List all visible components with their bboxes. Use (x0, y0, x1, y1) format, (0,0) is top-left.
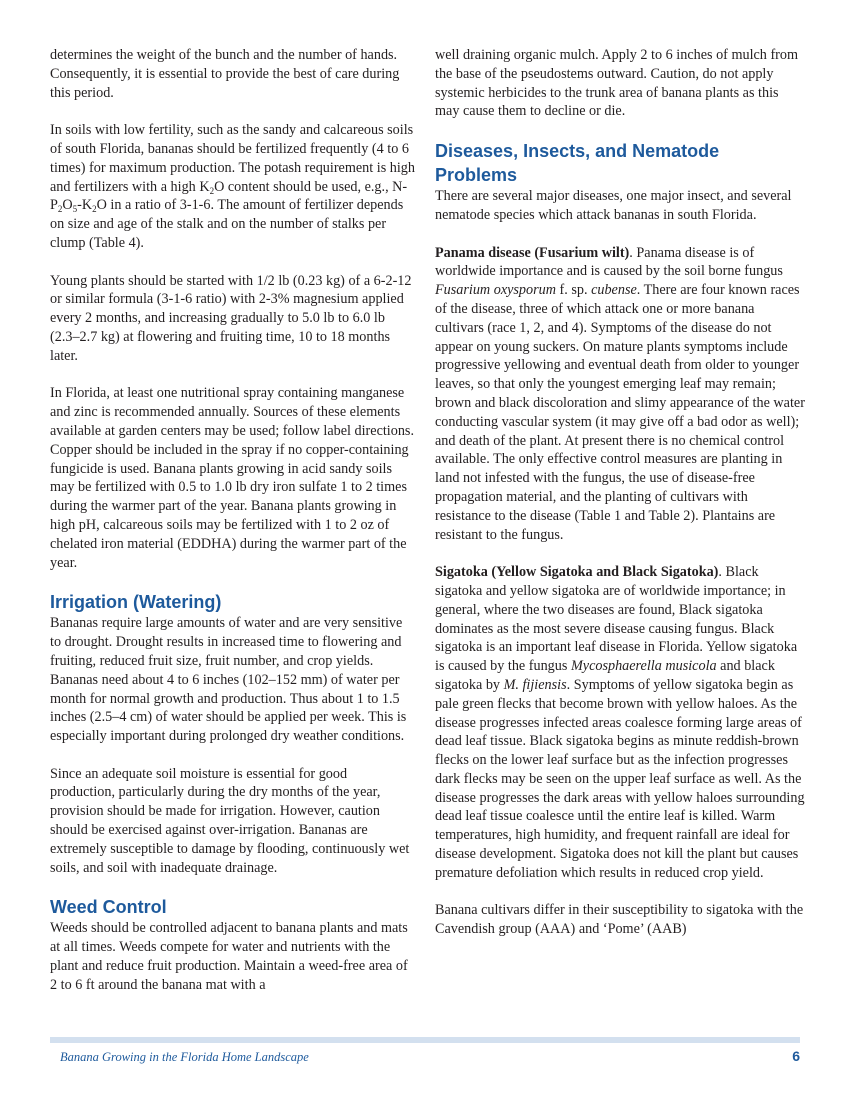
irrigation-heading: Irrigation (Watering) (50, 592, 222, 613)
fertilizer-soils-paragraph (50, 121, 415, 253)
right-column (435, 46, 805, 939)
weed-control-paragraph: Weeds should be controlled adjacent to banana plants and mats at all times. Weeds compete for water and nutrients with the plant and reduce fruit production. Maintain a weed-free area of 2 to 6 ft around the banana mat with a (50, 920, 408, 993)
page-number: 6 (792, 1048, 800, 1064)
fertilizer-continued-paragraph: determines the weight of the bunch and the number of hands. Consequently, it is essential to provide the best of care during this period. (50, 47, 400, 101)
text-span: -K (77, 197, 93, 214)
text-span: f. sp. (555, 282, 592, 299)
irrigation-paragraph: Bananas require large amounts of water and are very sensitive to drought. Drought results in increased time to flowering and fruiting, reduced fruit size, fruit number, and crop yields. Bananas need about 4 to 6 inches (102–152 mm) of water per month for normal growth and production. Thus about 1 to 1.5 inches (2.5–4 cm) of water should be applied per week. This is especially important during prolonged dry weather conditions. (50, 615, 407, 745)
sigatoka-paragraph (435, 563, 805, 883)
text-span: In soils with low fertility, such as the sandy and calcareous soils of south Florida, bananas should be fertilized frequently (4 to 6 times) for maximum production. The potash requirement is high and fertilizers with a high K (50, 122, 415, 195)
panama-disease-paragraph (435, 244, 805, 545)
text-span: . There are four known races of the disease, three of which attack one or more banana cultivars (race 1, 2, and 4). Symptoms of the disease do not appear on young suckers. On mature plants symptoms include progressive yellowing and eventual death from older to younger leaves, so that only the youngest emerging leaf may remain; brown and black discoloration and slimy appearance of the water conducting vascular system (it may give off a bad odor as well); and death of the plant. At present there is no chemical control available. The only effective control measures are planting in land not infested with the fungus, the use of disease-free propagation material, and the planting of cultivars with resistance to the disease (Table 1 and Table 2). Plantains are resistant to the fungus. (435, 282, 805, 543)
young-plants-paragraph: Young plants should be started with 1/2 lb (0.23 kg) of a 6-2-12 or similar formula (3-1-6 ratio) with 2-3% magnesium applied every 2 months, and increasing gradually to 5.0 lb to 6.0 lb (2.3–2.7 kg) at flowering and fruiting time, 10 to 18 months later. (50, 272, 412, 364)
species-name: Mycosphaerella musicola (570, 658, 717, 675)
cultivars-paragraph: Banana cultivars differ in their susceptibility to sigatoka with the Cavendish group (AAA) and ‘Pome’ (AAB) (435, 902, 804, 938)
forma-name: cubense (591, 282, 637, 299)
mulch-paragraph: well draining organic mulch. Apply 2 to 6 inches of mulch from the base of the pseudostems outward. Caution, do not apply systemic herbicides to the trunk area of banana plants as this may cause them to decline or die. (435, 47, 799, 120)
text-span: . Symptoms of yellow sigatoka begin as pale green flecks that become brown with yellow haloes. As the disease progresses infected areas coalesce forming large areas of dead leaf tissue. Black sigatoka begins as minute reddish-brown flecks on the lower leaf surface but as the infection progresses dark flecks may be seen on the upper leaf surface as well. As the disease progresses the dark areas with yellow haloes surrounding dead leaf tissue coalesce until the entire leaf is killed. Warm temperatures, high humidity, and frequent rainfall are ideal for disease development. Sigatoka does not kill the plant but causes premature defoliation which results in reduced crop yield. (435, 676, 805, 881)
text-span: and black sigatoka by (435, 658, 775, 693)
text-span: . Panama disease is of worldwide importance and is caused by the soil borne fungus (435, 244, 783, 280)
subscript: 2 (209, 185, 215, 196)
footer-document-title: Banana Growing in the Florida Home Landscape (60, 1050, 309, 1064)
subscript: 2 (57, 204, 63, 215)
weed-control-heading: Weed Control (50, 897, 167, 918)
nutritional-spray-paragraph: In Florida, at least one nutritional spray containing manganese and zinc is recommended annually. Sources of these elements available at garden centers may be used; follow label directions. Copper should be included in the spray if no copper-containing fungicide is used. Banana plants growing in acid sandy soils may be fertilized with 0.5 to 1.0 lb dry iron sulfate 1 to 2 times during the warmer part of the year. Banana plants growing in high pH, calcareous soils may be fertilized with 1 to 2 oz of chelated iron material (EDDHA) during the warmer part of the year. (50, 385, 415, 571)
sigatoka-lead: Sigatoka (Yellow Sigatoka and Black Sigatoka) (435, 564, 719, 581)
species-name: Fusarium oxysporum (435, 282, 556, 299)
irrigation-caution-paragraph: Since an adequate soil moisture is essential for good production, particularly during the dry months of the year, provision should be made for irrigation. However, caution should be exercised against over-irrigation. Bananas are extremely susceptible to damage by flooding, continuously wet soils, and soil with inadequate drainage. (50, 765, 410, 876)
panama-disease-lead: Panama disease (Fusarium wilt) (435, 244, 630, 261)
subscript: 5 (72, 204, 78, 215)
text-span: . Black sigatoka and yellow sigatoka are of worldwide importance; in general, where the two diseases are found, Black sigatoka dominates as the most severe disease causing fungus. Black sigatoka is an important leaf disease in Florida. Yellow sigatoka is caused by the fungus (435, 564, 798, 675)
text-span: O in a ratio of 3-1-6. The amount of fertilizer depends on size and age of the stalk and on the number of stalks per clump (Table 4). (50, 197, 404, 251)
diseases-heading: Diseases, Insects, and Nematode Problems (435, 141, 720, 186)
text-span: O content should be used, e.g., N-P (50, 178, 408, 214)
footer-rule (50, 1037, 800, 1043)
left-column (50, 46, 415, 995)
text-span: O (62, 197, 73, 214)
diseases-intro-paragraph: There are several major diseases, one major insect, and several nematode species which attack bananas in south Florida. (435, 188, 792, 223)
species-name: M. fijiensis (503, 676, 567, 693)
subscript: 2 (92, 204, 97, 215)
